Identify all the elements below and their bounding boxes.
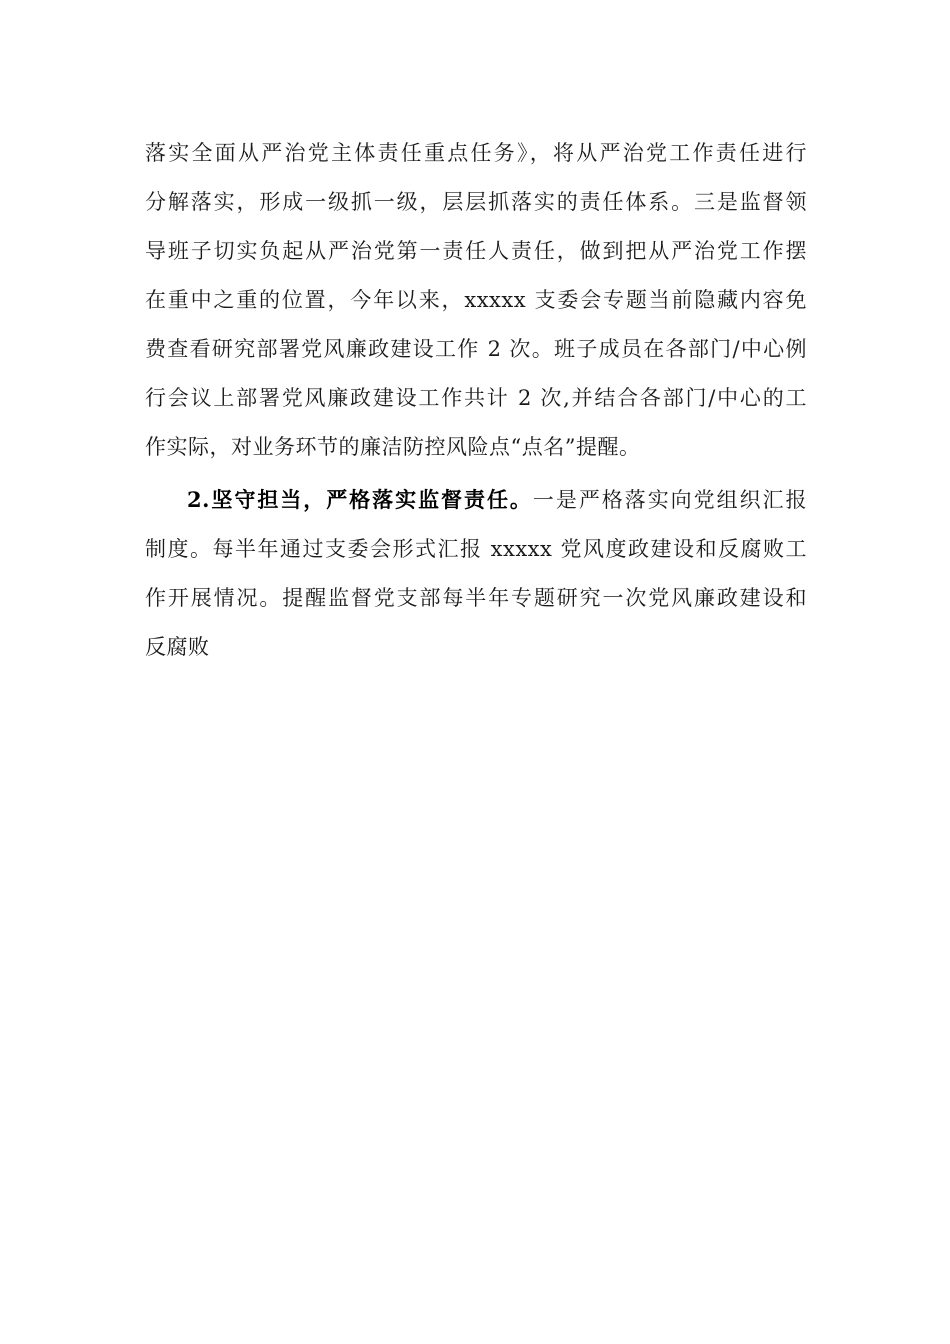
paragraph-2-line-4: 反腐败 [145, 635, 210, 659]
paragraph-1-line-3: 导班子切实负起从严治党第一责任人责任，做到把从严治党工作摆 [145, 239, 807, 263]
paragraph-1-line-1: 落实全面从严治党主体责任重点任务》，将从严治党工作责任进行 [145, 141, 807, 165]
paragraph-1-line-4: 在重中之重的位置，今年以来，xxxxx 支委会专题当前隐藏内容免 [145, 288, 807, 312]
paragraph-2-line-2: 制度。每半年通过支委会形式汇报 xxxxx 党风度政建设和反腐败工 [145, 537, 807, 561]
paragraph-2-line-1 [187, 480, 807, 520]
section-heading: 2.坚守担当，严格落实监督责任。 [187, 487, 533, 512]
paragraph-2-line-3: 作开展情况。提醒监督党支部每半年专题研究一次党风廉政建设和 [145, 586, 807, 610]
paragraph-1-line-7: 作实际，对业务环节的廉洁防控风险点“点名”提醒。 [145, 435, 641, 459]
paragraph-2-line-1-text: 一是严格落实向党组织汇报 [532, 488, 807, 512]
paragraph-1-line-6: 行会议上部署党风廉政建设工作共计 2 次,并结合各部门/中心的工 [145, 386, 807, 410]
paragraph-1-line-5: 费查看研究部署党风廉政建设工作 2 次。班子成员在各部门/中心例 [145, 337, 807, 361]
paragraph-1-line-2: 分解落实，形成一级抓一级，层层抓落实的责任体系。三是监督领 [145, 190, 807, 214]
